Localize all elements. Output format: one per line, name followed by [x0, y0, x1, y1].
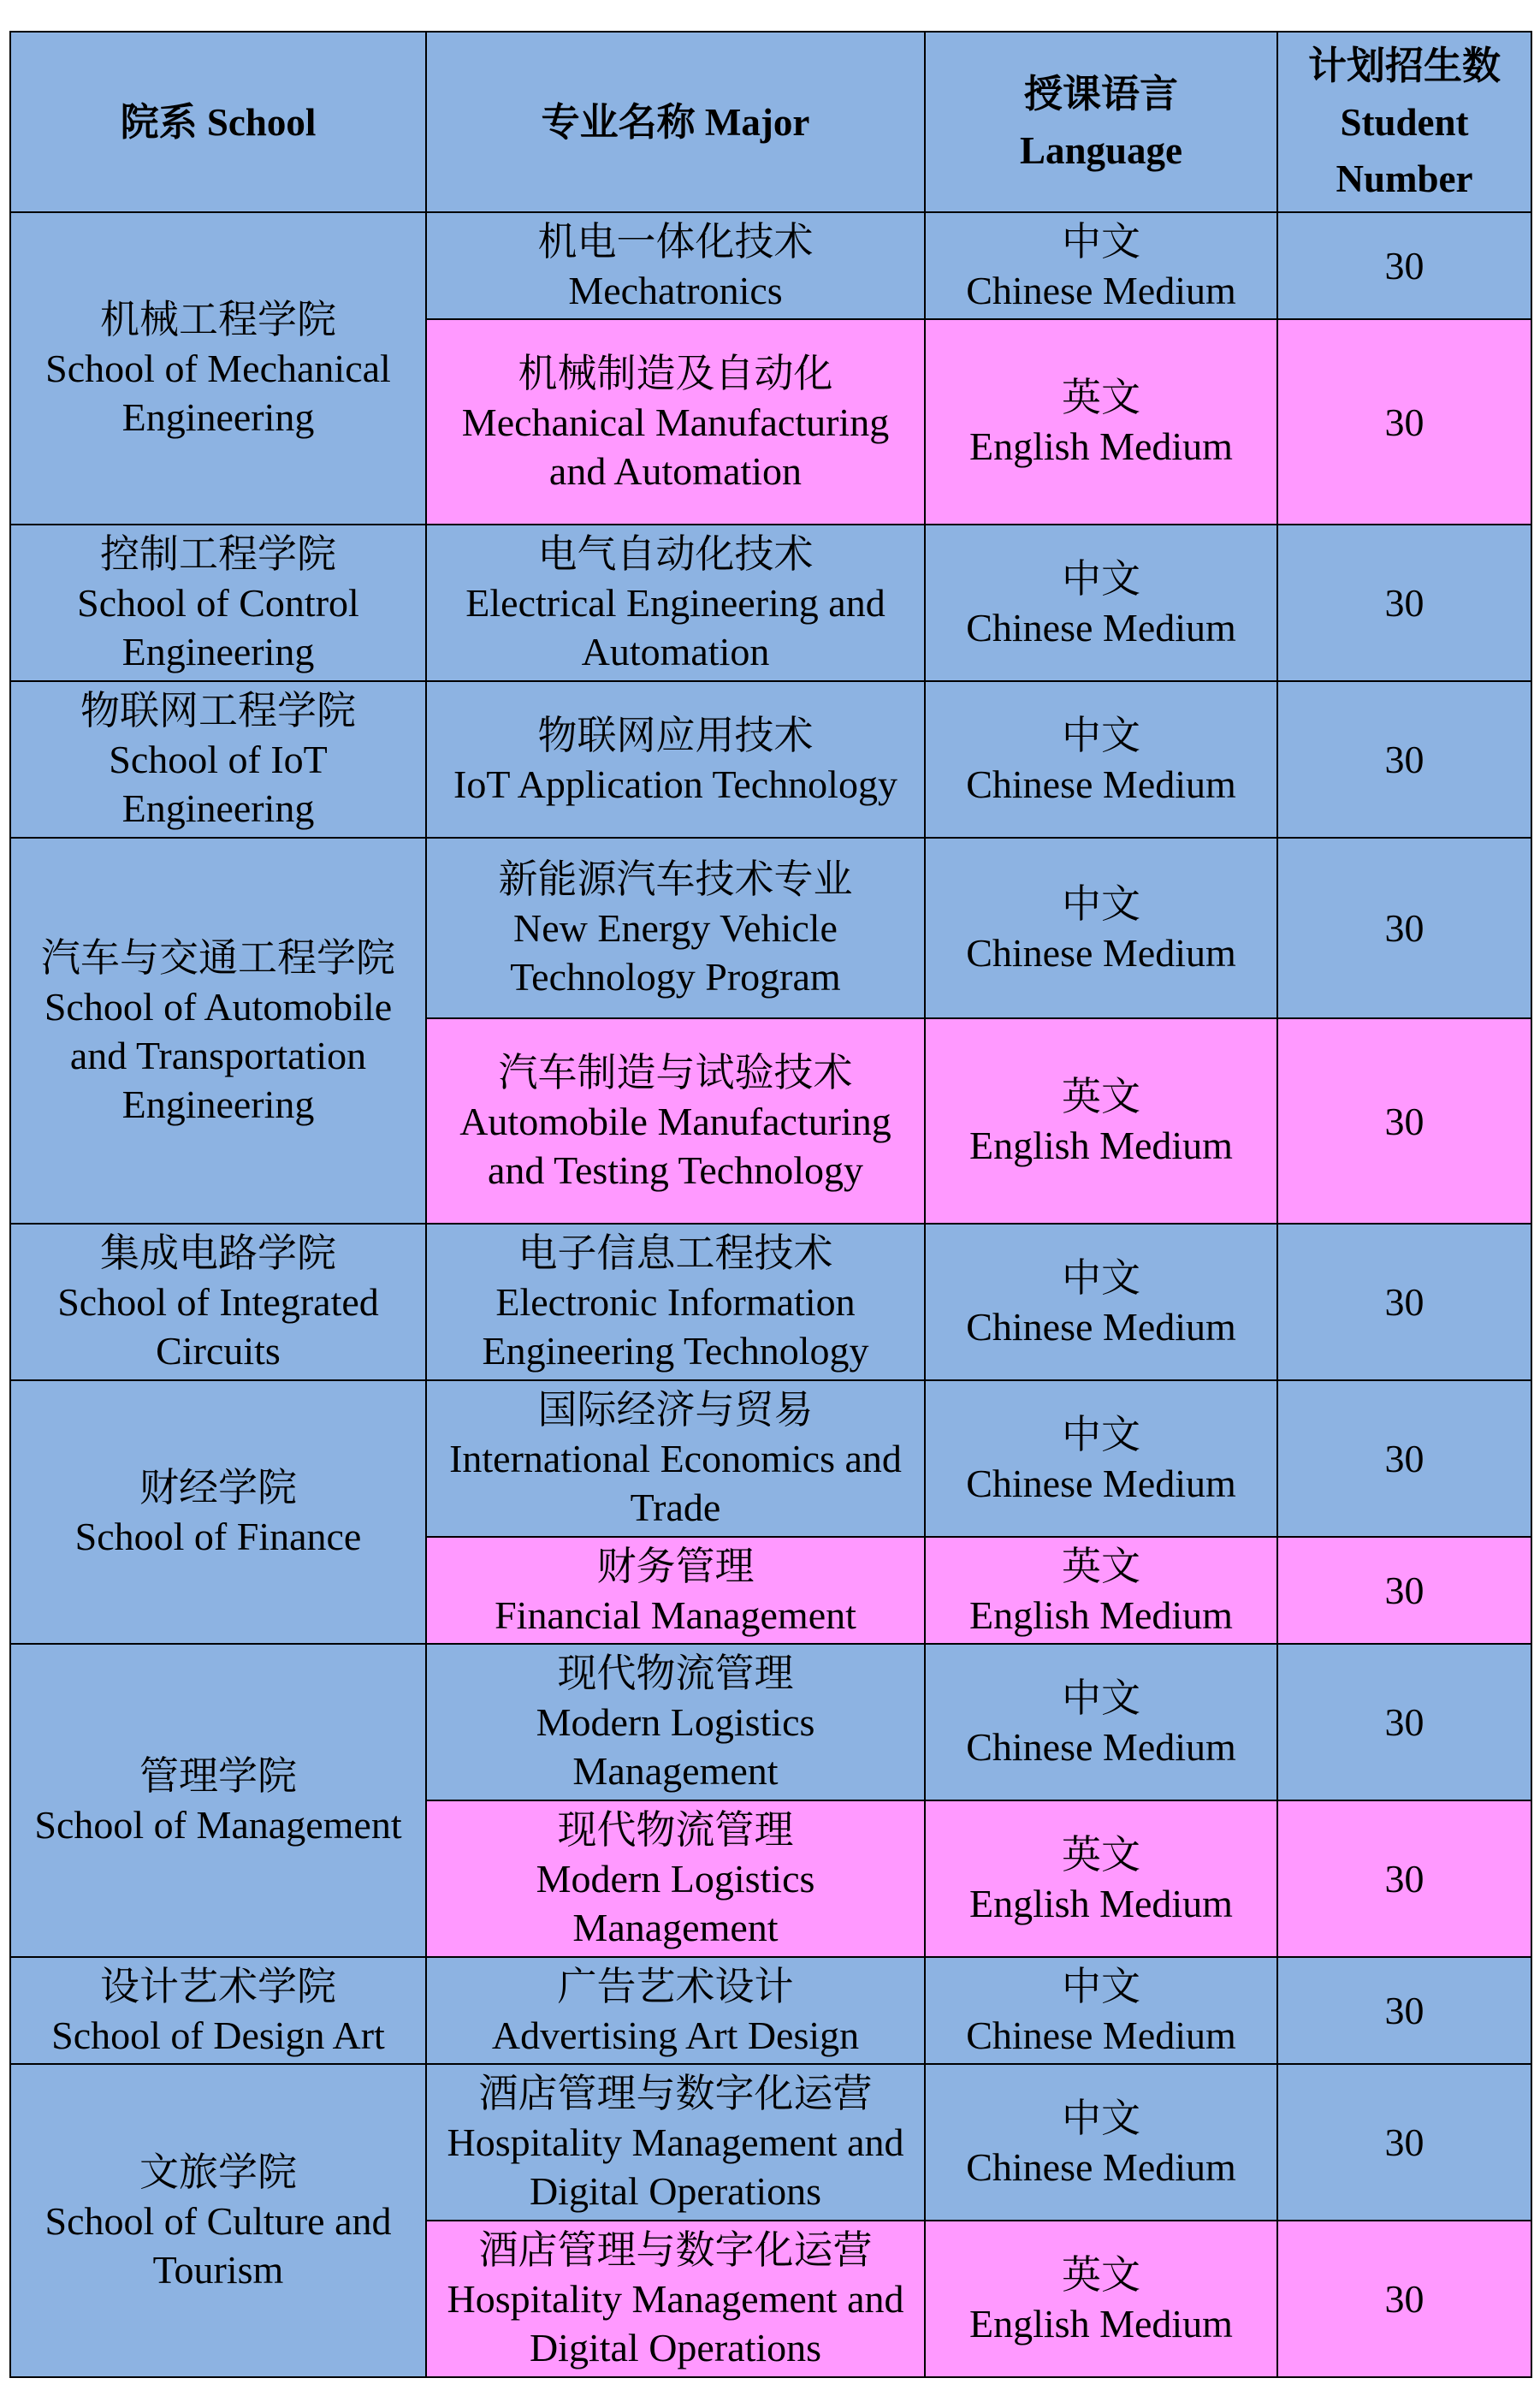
major-name-en: Hospitality Management and Digital Operations — [447, 2120, 904, 2213]
school-name-zh: 物联网工程学院 — [80, 689, 356, 732]
language-en: Chinese Medium — [966, 930, 1236, 975]
language-en: Chinese Medium — [966, 1461, 1236, 1505]
language-cell — [925, 2064, 1277, 2221]
student-number-cell: 30 — [1277, 319, 1531, 525]
school-name-en: School of Mechanical Engineering — [45, 347, 391, 439]
language-zh: 中文 — [1062, 556, 1140, 601]
language-zh: 英文 — [1062, 2252, 1140, 2297]
language-cell — [925, 2221, 1277, 2377]
student-number-cell: 30 — [1277, 2064, 1531, 2221]
school-name-zh: 管理学院 — [139, 1754, 297, 1798]
language-zh: 中文 — [1062, 1255, 1140, 1300]
language-cell — [925, 1224, 1277, 1380]
major-name-zh: 电气自动化技术 — [537, 532, 814, 576]
language-en: Chinese Medium — [966, 2144, 1236, 2189]
language-en: Chinese Medium — [966, 605, 1236, 649]
language-zh: 中文 — [1062, 2096, 1140, 2140]
major-name-zh: 现代物流管理 — [557, 1808, 794, 1852]
language-zh: 中文 — [1062, 881, 1140, 926]
major-name-zh: 机电一体化技术 — [537, 219, 814, 264]
language-cell — [925, 1957, 1277, 2064]
major-cell — [426, 1800, 925, 1957]
school-cell — [10, 525, 426, 681]
student-number-cell: 30 — [1277, 1957, 1531, 2064]
language-en: Chinese Medium — [966, 268, 1236, 312]
language-zh: 英文 — [1062, 1544, 1140, 1588]
major-name-zh: 机械制造及自动化 — [518, 351, 833, 395]
major-cell — [426, 319, 925, 525]
major-name-en: Automobile Manufacturing and Testing Technology — [459, 1099, 891, 1192]
table-row — [10, 681, 1531, 838]
major-cell — [426, 2221, 925, 2377]
school-cell — [10, 1957, 426, 2064]
school-cell — [10, 838, 426, 1224]
major-cell — [426, 1224, 925, 1380]
school-name-en: School of Culture and Tourism — [44, 2198, 392, 2292]
language-cell — [925, 1644, 1277, 1800]
school-name-zh: 机械工程学院 — [100, 298, 336, 341]
major-name-en: Electronic Information Engineering Technology — [482, 1280, 869, 1373]
language-en: English Medium — [969, 2301, 1233, 2346]
major-cell — [426, 525, 925, 681]
school-cell — [10, 1644, 426, 1957]
language-en: English Medium — [969, 1881, 1233, 1925]
table-row — [10, 1380, 1531, 1537]
student-number-cell: 30 — [1277, 1537, 1531, 1644]
language-zh: 英文 — [1062, 1075, 1140, 1118]
table-row — [10, 525, 1531, 681]
major-name-en: New Energy Vehicle Technology Program — [510, 906, 841, 999]
student-number-cell: 30 — [1277, 838, 1531, 1018]
school-name-zh: 文旅学院 — [139, 2150, 297, 2194]
header-number-en-line1: Student — [1340, 100, 1469, 144]
student-number-cell: 30 — [1277, 1800, 1531, 1957]
major-name-en: International Economics and Trade — [449, 1437, 902, 1529]
major-cell — [426, 1537, 925, 1644]
major-cell — [426, 1644, 925, 1800]
school-cell — [10, 2064, 426, 2377]
major-name-zh: 酒店管理与数字化运营 — [478, 2228, 873, 2272]
language-en: Chinese Medium — [966, 2013, 1236, 2057]
major-cell — [426, 1957, 925, 2064]
table-row — [10, 212, 1531, 319]
language-cell — [925, 681, 1277, 838]
language-cell — [925, 1380, 1277, 1537]
language-zh: 中文 — [1062, 1675, 1140, 1720]
school-name-en: School of Integrated Circuits — [57, 1280, 379, 1373]
school-name-en: School of Finance — [74, 1515, 362, 1558]
student-number-cell: 30 — [1277, 2221, 1531, 2377]
language-en: English Medium — [969, 1592, 1233, 1637]
major-name-zh: 酒店管理与数字化运营 — [478, 2072, 873, 2115]
language-en: Chinese Medium — [966, 762, 1236, 806]
language-en: English Medium — [969, 1124, 1233, 1167]
language-zh: 英文 — [1062, 1832, 1140, 1877]
header-language-en: Language — [1019, 128, 1183, 172]
major-name-zh: 汽车制造与试验技术 — [498, 1050, 853, 1094]
language-cell — [925, 1018, 1277, 1224]
major-name-zh: 电子信息工程技术 — [518, 1231, 833, 1275]
student-number-cell: 30 — [1277, 212, 1531, 319]
school-name-zh: 汽车与交通工程学院 — [41, 935, 395, 980]
header-language-zh: 授课语言 — [1023, 72, 1178, 116]
school-name-zh: 集成电路学院 — [100, 1231, 336, 1275]
language-cell — [925, 1800, 1277, 1957]
language-zh: 中文 — [1062, 219, 1140, 264]
table-row — [10, 1224, 1531, 1380]
school-name-en: School of Automobile and Transportation Engineering — [44, 984, 393, 1126]
header-number-en-line2: Number — [1336, 157, 1473, 200]
school-cell — [10, 1224, 426, 1380]
header-student-number — [1277, 32, 1531, 212]
table-row — [10, 1644, 1531, 1800]
major-name-en: Hospitality Management and Digital Operations — [447, 2277, 904, 2369]
school-cell — [10, 1380, 426, 1644]
school-name-zh: 财经学院 — [139, 1466, 297, 1509]
school-name-en: School of Design Art — [51, 2013, 385, 2057]
major-name-en: Electrical Engineering and Automation — [465, 581, 886, 673]
major-name-en: Modern Logistics Management — [536, 1700, 815, 1793]
major-cell — [426, 212, 925, 319]
major-cell — [426, 1018, 925, 1224]
language-zh: 英文 — [1062, 376, 1140, 419]
language-cell — [925, 1537, 1277, 1644]
major-cell — [426, 2064, 925, 2221]
table-body — [10, 212, 1531, 2377]
student-number-cell: 30 — [1277, 1018, 1531, 1224]
student-number-cell: 30 — [1277, 1644, 1531, 1800]
student-number-cell: 30 — [1277, 1224, 1531, 1380]
major-cell — [426, 838, 925, 1018]
header-number-zh: 计划招生数 — [1307, 44, 1501, 87]
language-zh: 中文 — [1062, 1412, 1140, 1456]
major-name-zh: 物联网应用技术 — [537, 713, 814, 757]
enrollment-table-container — [9, 31, 1531, 2378]
language-cell — [925, 838, 1277, 1018]
major-name-en: Advertising Art Design — [491, 2013, 860, 2057]
school-name-en: School of Management — [34, 1803, 402, 1847]
language-zh: 中文 — [1062, 1964, 1140, 2008]
header-language — [925, 32, 1277, 212]
major-name-en: Modern Logistics Management — [536, 1857, 815, 1949]
language-en: Chinese Medium — [966, 1724, 1236, 1769]
major-name-en: IoT Application Technology — [453, 762, 897, 806]
school-name-zh: 设计艺术学院 — [100, 1964, 336, 2008]
major-name-en: Financial Management — [495, 1592, 856, 1637]
language-cell — [925, 319, 1277, 525]
header-row — [10, 32, 1531, 212]
header-major: 专业名称 Major — [426, 32, 925, 212]
student-number-cell: 30 — [1277, 525, 1531, 681]
major-name-zh: 新能源汽车技术专业 — [498, 857, 853, 901]
program-enrollment-table — [9, 31, 1532, 2378]
school-name-en: School of IoT Engineering — [109, 738, 328, 830]
header-school: 院系 School — [10, 32, 426, 212]
school-name-zh: 控制工程学院 — [100, 532, 336, 576]
language-cell — [925, 212, 1277, 319]
language-cell — [925, 525, 1277, 681]
major-name-zh: 现代物流管理 — [557, 1652, 794, 1695]
school-cell — [10, 681, 426, 838]
table-row — [10, 2064, 1531, 2221]
major-name-en: Mechatronics — [568, 268, 783, 312]
student-number-cell: 30 — [1277, 1380, 1531, 1537]
school-name-en: School of Control Engineering — [77, 581, 359, 673]
language-en: Chinese Medium — [966, 1304, 1236, 1349]
language-en: English Medium — [969, 424, 1233, 468]
student-number-cell: 30 — [1277, 681, 1531, 838]
table-row — [10, 1957, 1531, 2064]
school-cell — [10, 212, 426, 525]
major-name-en: Mechanical Manufacturing and Automation — [461, 400, 890, 493]
major-name-zh: 广告艺术设计 — [557, 1964, 794, 2008]
major-name-zh: 国际经济与贸易 — [537, 1388, 814, 1432]
table-row — [10, 838, 1531, 1018]
major-cell — [426, 1380, 925, 1537]
language-zh: 中文 — [1062, 713, 1140, 757]
major-name-zh: 财务管理 — [596, 1544, 755, 1588]
major-cell — [426, 681, 925, 838]
